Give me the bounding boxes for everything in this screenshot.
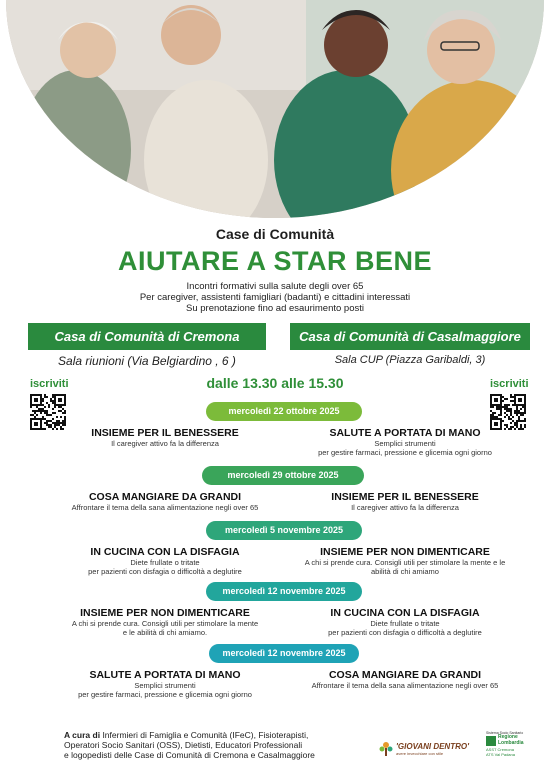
session-topic-title: INSIEME PER IL BENESSERE [91, 427, 239, 439]
session-topic-description: e le abilità di chi amiamo. [122, 628, 208, 637]
qr-code-left-icon[interactable] [30, 394, 66, 430]
regione-asst: ASST Cremona [486, 747, 514, 752]
tree-people-icon [378, 741, 394, 757]
session-topic-title: IN CUCINA CON LA DISFAGIA [330, 607, 480, 619]
venue-casalmaggiore-banner: Casa di Comunità di Casalmaggiore [290, 323, 530, 350]
session-topic-description: Semplici strumenti [134, 681, 196, 690]
giovani-dentro-logo [378, 741, 474, 759]
session-topic-left [60, 427, 270, 448]
session-date-pill: mercoledì 29 ottobre 2025 [202, 466, 364, 485]
session-topic-description: per gestire farmaci, pressione e glicemia ogni giorno [78, 690, 252, 699]
venue-cremona-address: Sala riunioni (Via Belgiardino , 6 ) [58, 354, 236, 368]
session-topic-description: A chi si prende cura. Consigli utili per stimolare la mente [71, 619, 259, 628]
session-topic-title: COSA MANGIARE DA GRANDI [328, 669, 482, 681]
session-topic-left [60, 491, 270, 512]
session-topic-description: Diete frullate o tritate [130, 558, 200, 567]
session-topic-title: COSA MANGIARE DA GRANDI [88, 491, 242, 503]
regione-name-2: Lombardia [498, 739, 524, 746]
session-topic-left [60, 669, 270, 699]
session-topic-title: INSIEME PER NON DIMENTICARE [320, 546, 490, 558]
header-photo [6, 0, 544, 218]
session-topic-title: SALUTE A PORTATA DI MANO [89, 669, 241, 681]
regione-emblem-icon [486, 736, 496, 746]
session-topic-description: abilità di chi amiamo [371, 567, 439, 576]
session-topic-left [60, 607, 270, 637]
session-topic-description: per gestire farmaci, pressione e glicemia ogni giorno [318, 448, 492, 457]
session-topic-description: Il caregiver attivo fa la differenza [351, 503, 459, 512]
organization-title: Case di Comunità [215, 226, 335, 242]
session-date-pill: mercoledì 5 novembre 2025 [206, 521, 362, 540]
session-topic-description: per pazienti con disfagia o difficoltà a deglutire [328, 628, 482, 637]
session-topic-left [60, 546, 270, 576]
footer-credits [64, 730, 344, 760]
session-topic-title: INSIEME PER NON DIMENTICARE [80, 607, 250, 619]
session-topic-description: Affrontare il tema della sana alimentazione negli over 65 [71, 503, 259, 512]
session-topic-right [290, 669, 520, 690]
signup-label-right: iscriviti [490, 378, 529, 390]
regione-lombardia-logo [486, 731, 538, 767]
subtitle-line-2: Per caregiver, assistenti famigliari (badanti) e cittadini interessati [139, 292, 411, 303]
footer-line-2: Operatori Socio Sanitari (OSS), Dietisti, Educatori Professionali [64, 740, 303, 750]
session-topic-description: per pazienti con disfagia o difficoltà a deglutire [88, 567, 242, 576]
session-topic-right [290, 607, 520, 637]
session-topic-title: SALUTE A PORTATA DI MANO [329, 427, 481, 439]
subtitle-line-1: Incontri formativi sulla salute degli over 65 [186, 281, 364, 292]
session-topic-description: A chi si prende cura. Consigli utili per stimolare la mente e le [304, 558, 506, 567]
session-topic-right [290, 427, 520, 457]
signup-label-left: iscriviti [30, 378, 69, 390]
time-range: dalle 13.30 alle 15.30 [206, 375, 344, 391]
regione-ats: ATS Val Padana [486, 752, 515, 757]
session-topic-right [290, 546, 520, 576]
footer-line-1: Infermieri di Famiglia e Comunità (IFeC), Fisioterapisti, [102, 730, 309, 740]
session-topic-title: IN CUCINA CON LA DISFAGIA [90, 546, 240, 558]
regione-name-1: Regione [498, 734, 518, 740]
page-title: AIUTARE A STAR BENE [117, 246, 432, 276]
venue-cremona-banner: Casa di Comunità di Cremona [28, 323, 266, 350]
session-topic-right [290, 491, 520, 512]
session-topic-description: Semplici strumenti [374, 439, 436, 448]
session-topic-description: Affrontare il tema della sana alimentazione negli over 65 [311, 681, 499, 690]
session-date-pill: mercoledì 12 novembre 2025 [209, 644, 359, 663]
session-date-pill: mercoledì 22 ottobre 2025 [206, 402, 362, 421]
footer-lead: A cura di [64, 730, 101, 740]
session-topic-description: Il caregiver attivo fa la differenza [111, 439, 219, 448]
venue-casalmaggiore-address: Sala CUP (Piazza Garibaldi, 3) [334, 354, 486, 366]
subtitle-line-3: Su prenotazione fino ad esaurimento posti [186, 303, 364, 314]
session-topic-description: Diete frullate o tritate [370, 619, 440, 628]
regione-top-label: Sistema Socio Sanitario [486, 731, 524, 735]
session-date-pill: mercoledì 12 novembre 2025 [206, 582, 362, 601]
session-topic-title: INSIEME PER IL BENESSERE [331, 491, 479, 503]
giovani-dentro-tagline: avere invecchiare con stile [396, 751, 444, 756]
footer-line-3: e logopedisti delle Case di Comunità di Cremona e Casalmaggiore [64, 750, 315, 760]
qr-code-right-icon[interactable] [490, 394, 526, 430]
giovani-dentro-title: 'GIOVANI DENTRO' [396, 742, 469, 751]
